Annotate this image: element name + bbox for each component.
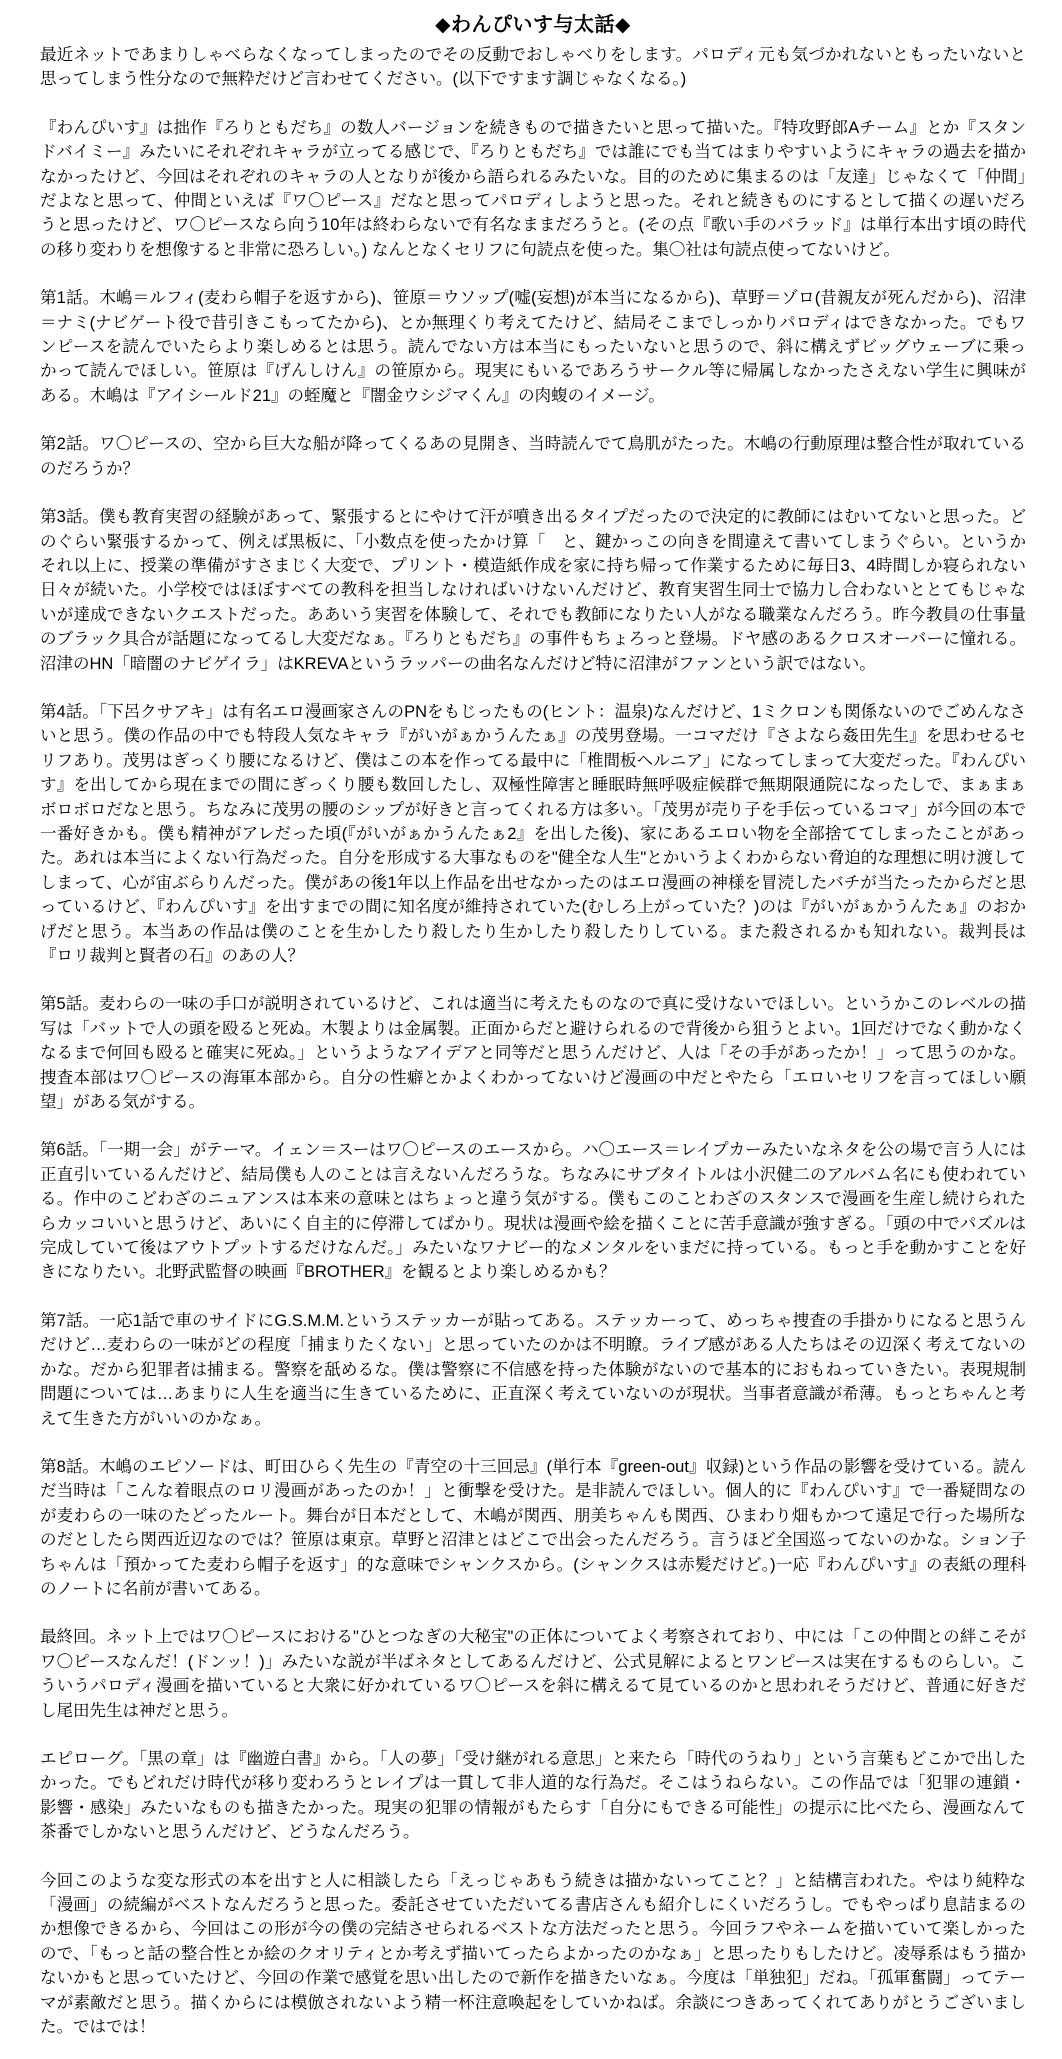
paragraph-afterword: 今回このような変な形式の本を出すと人に相談したら「えっじゃあもう続きは描かないってこと？」と結構言われた。やはり純粋な「漫画」の続編がベストなんだろうと思った。委託させていただいてる書店さんも紹介しにくいだろうし。でもやっぱり息詰まるのか想像できるから、今回はこの形が今の僕の完結させられるベストな方法だったと思う。今回ラフやネームを描いていて楽しかったので、「もっと話の整合性とか絵のクオリティとか考えず描いてったらよかったのかなぁ」と思ったりもしたけど。凌辱系はもう描かないかもと思っていたけど、今回の作業で感覚を思い出したので新作を描きたいなぁ。今度は「単独犯」だね。「孤軍奮闘」ってテーマが素敵だと思う。描くからには模倣されないよう精一杯注意喚起をしていかねば。余談につきあってくれてありがとうございました。ではでは！ xyxy=(40,1871,1026,2037)
paragraph-episode-5: 第5話。麦わらの一味の手口が説明されているけど、これは適当に考えたものなので真に受けないでほしい。というかこのレベルの描写は「バットで人の頭を殴ると死ぬ。木製よりは金属製。正面からだと避けられるので背後から狙うとよい。1回だけでなく動かなくなるまで何回も殴ると確実に死ぬ。」というようなアイデアと同等だと思うんだけど、人は「その手があったか！」って思うのかな。捜査本部はワ〇ピースの海軍本部から。自分の性癖とかよくわかってないけど漫画の中だとやたら「エロいセリフを言ってほしい願望」がある気がする。 xyxy=(40,995,1026,1112)
paragraph-episode-4: 第4話。「下呂クサアキ」は有名エロ漫画家さんのPNをもじったもの(ヒント：温泉)なんだけど、1ミクロンも関係ないのでごめんなさいと思う。僕の作品の中でも特段人気なキャラ『がいがぁかうんたぁ』の茂男登場。一コマだけ『さよなら姦田先生』を思わせるセリフあり。茂男はぎっくり腰になるけど、僕はこの本を作ってる最中に「椎間板ヘルニア」になってしまって大変だった。『わんぴいす』を出してから現在までの間にぎっくり腰も数回したし、双極性障害と睡眠時無呼吸症候群で無期限通院になったしで、まぁまぁボロボロだなと思う。ちなみに茂男の腰のシップが好きと言ってくれる方は多い。「茂男が売り子を手伝っているコマ」が今回の本で一番好きかも。僕も精神がアレだった頃(『がいがぁかうんたぁ2』を出した後)、家にあるエロい物を全部捨ててしまったことがあった。あれは本当によくない行為だった。自分を形成する大事なものを"健全な人生"とかいうよくわからない脅迫的な理想に明け渡してしまって、心が宙ぶらりんだった。僕があの後1年以上作品を出せなかったのはエロ漫画の神様を冒涜したバチが当たったからだと思っているけど、『わんぴいす』を出すまでの間に知名度が維持されていた(むしろ上がっていた？)のは『がいがぁかうんたぁ』のおかげだと思う。本当あの作品は僕のことを生かしたり殺したり生かしたり殺したりしている。また殺されるかも知れない。裁判長は『ロリ裁判と賢者の石』のあの人？ xyxy=(40,702,1027,965)
paragraph-episode-2: 第2話。ワ〇ピースの、空から巨大な船が降ってくるあの見開き、当時読んでて鳥肌がたった。木嶋の行動原理は整合性が取れているのだろうか？ xyxy=(40,435,1026,478)
paragraph-concept: 『わんぴいす』は拙作『ろりともだち』の数人バージョンを続きもので描きたいと思って描いた。『特攻野郎Aチーム』とか『スタンドバイミー』みたいにそれぞれキャラが立ってる感じで、『ろりともだち』では誰にでも当てはまりやすいようにキャラの過去を描かなかったけど、今回はそれぞれのキャラの人となりが後から語られるみたいな。目的のために集まるのは「友達」じゃなくて「仲間」だよなと思って、仲間といえば『ワ〇ピース』だなと思ってパロディしようと思った。それと続きものにするとして描くの遅いだろうと思ったけど、ワ〇ピースなら向う10年は終わらないで有名なままだろうと。(その点『歌い手のバラッド』は単行本出す頃の時代の移り変わりを想像すると非常に恐ろしい。) なんとなくセリフに句読点を使った。集〇社は句読点使ってないけど。 xyxy=(40,118,1026,259)
paragraph-intro: 最近ネットであまりしゃべらなくなってしまったのでその反動でおしゃべりをします。パロディ元も気づかれないともったいないと思ってしまう性分なので無粋だけど言わせてください。(以下ですます調じゃなくなる。) xyxy=(40,46,1026,89)
page-title: ◆わんぴいす与太話◆ xyxy=(435,14,631,36)
paragraph-episode-8: 第8話。木嶋のエピソードは、町田ひらく先生の『青空の十三回忌』(単行本『green-out』収録)という作品の影響を受けている。読んだ当時は「こんな着眼点のロリ漫画があったのか！」と衝撃を受けた。是非読んでほしい。個人的に『わんぴいす』で一番疑問なのが麦わらの一味のたどったルート。舞台が日本だとして、木嶋が関西、朋美ちゃんも関西、ひまわり畑もかつて遠足で行った場所なのだとしたら関西近辺なのでは？笹原は東京。草野と沼津とはどこで出会ったんだろう。言うほど全国巡ってないのかな。ション子ちゃんは「預かってた麦わら帽子を返す」的な意味でシャンクスから。(シャンクスは赤髪だけど。)一応『わんぴいす』の表紙の理科のノートに名前が書いてある。 xyxy=(40,1457,1026,1598)
paragraph-episode-1: 第1話。木嶋＝ルフィ(麦わら帽子を返すから)、笹原＝ウソップ(嘘(妄想)が本当になるから)、草野＝ゾロ(昔親友が死んだから)、沼津＝ナミ(ナビゲート役で昔引きこもってたから)、とか無理くり考えてたけど、結局そこまでしっかりパロディはできなかった。でもワンピースを読んでいたらより楽しめるとは思う。読んでない方は本当にもったいないと思うので、斜に構えずビッグウェーブに乗っかって読んでほしい。笹原は『げんしけん』の笹原から。現実にもいるであろうサークル等に帰属しなかったさえない学生に興味がある。木嶋は『アイシールド21』の蛭魔と『闇金ウシジマくん』の肉蝮のイメージ。 xyxy=(40,289,1026,405)
paragraph-episode-6: 第6話。「一期一会」がテーマ。イェン＝スーはワ〇ピースのエースから。ハ〇エース＝レイプカーみたいなネタを公の場で言う人には正直引いているんだけど、結局僕も人のことは言えないんだろうな。ちなみにサブタイトルは小沢健二のアルバム名にも使われている。作中のこどわざのニュアンスは本来の意味とはちょっと違う気がする。僕もこのことわざのスタンスで漫画を生産し続けられたらカッコいいと思うけど、あいにく自主的に停滞してばかり。現状は漫画や絵を描くことに苦手意識が強すぎる。「頭の中でパズルは完成していて後はアウトプットするだけなんだ。」みたいなワナビー的なメンタルをいまだに持っている。もっと手を動かすことを好きになりたい。北野武監督の映画『BROTHER』を観るとより楽しめるかも？ xyxy=(40,1141,1026,1282)
paragraph-episode-3: 第3話。僕も教育実習の経験があって、緊張するとにやけて汗が噴き出るタイプだったので決定的に教師にはむいてないと思った。どのぐらい緊張するかって、例えば黒板に、「小数点を使ったかけ算「 と、鍵かっこの向きを間違えて書いてしまうぐらい。というかそれ以上に、授業の準備がすさまじく大変で、プリント・模造紙作成を家に持ち帰って作業するために毎日3、4時間しか寝られない日々が続いた。小学校ではほぼすべての教科を担当しなければいけないんだけど、教育実習生同士で協力し合わないととてもじゃないが達成できないクエストだった。ああいう実習を体験して、それでも教師になりたい人がなる職業なんだろう。昨今教員の仕事量のブラック具合が話題になってるし大変だなぁ。『ろりともだち』の事件もちょろっと登場。ドヤ感のあるクロスオーバーに憧れる。沼津のHN「暗闇のナビゲイラ」はKREVAというラッパーの曲名なんだけど特に沼津がファンという訳ではない。 xyxy=(40,508,1026,673)
paragraph-epilogue: エピローグ。「黒の章」は『幽遊白書』から。「人の夢」「受け継がれる意思」と来たら「時代のうねり」という言葉もどこかで出したかった。でもどれだけ時代が移り変わろうとレイプは一貫して非人道的な行為だ。そこはうねらない。この作品では「犯罪の連鎖・影響・感染」みたいなものも描きたかった。現実の犯罪の情報がもたらす「自分にもできる可能性」の提示に比べたら、漫画なんて茶番でしかないと思うんだけど、どうなんだろう。 xyxy=(40,1749,1026,1842)
paragraph-final-episode: 最終回。ネット上ではワ〇ピースにおける"ひとつなぎの大秘宝"の正体についてよく考察されており、中には「この仲間との絆こそがワ〇ピースなんだ！(ドンッ！)」みたいな説が半ばネタとしてあるんだけど、公式見解によるとワンピースは実在するものらしい。こういうパロディ漫画を描いていると大衆に好かれているワ〇ピースを斜に構えるて見ているのかと思われそうだけど、普通に好きだし尾田先生は神だと思う。 xyxy=(40,1628,1026,1720)
paragraph-episode-7: 第7話。一応1話で車のサイドにG.S.M.M.というステッカーが貼ってある。ステッカーって、めっちゃ捜査の手掛かりになると思うんだけど…麦わらの一味がどの程度「捕まりたくない」と思っていたのかは不明瞭。ライブ感がある人たちはその辺深く考えてないのかな。だから犯罪者は捕まる。警察を舐めるな。僕は警察に不信感を持った体験がないので基本的におもねっていきたい。表現規制問題については…あまりに人生を適当に生きているために、正直深く考えていないのが現状。当事者意識が希薄。もっとちゃんと考えて生きた方がいいのかなぁ。 xyxy=(40,1311,1026,1428)
